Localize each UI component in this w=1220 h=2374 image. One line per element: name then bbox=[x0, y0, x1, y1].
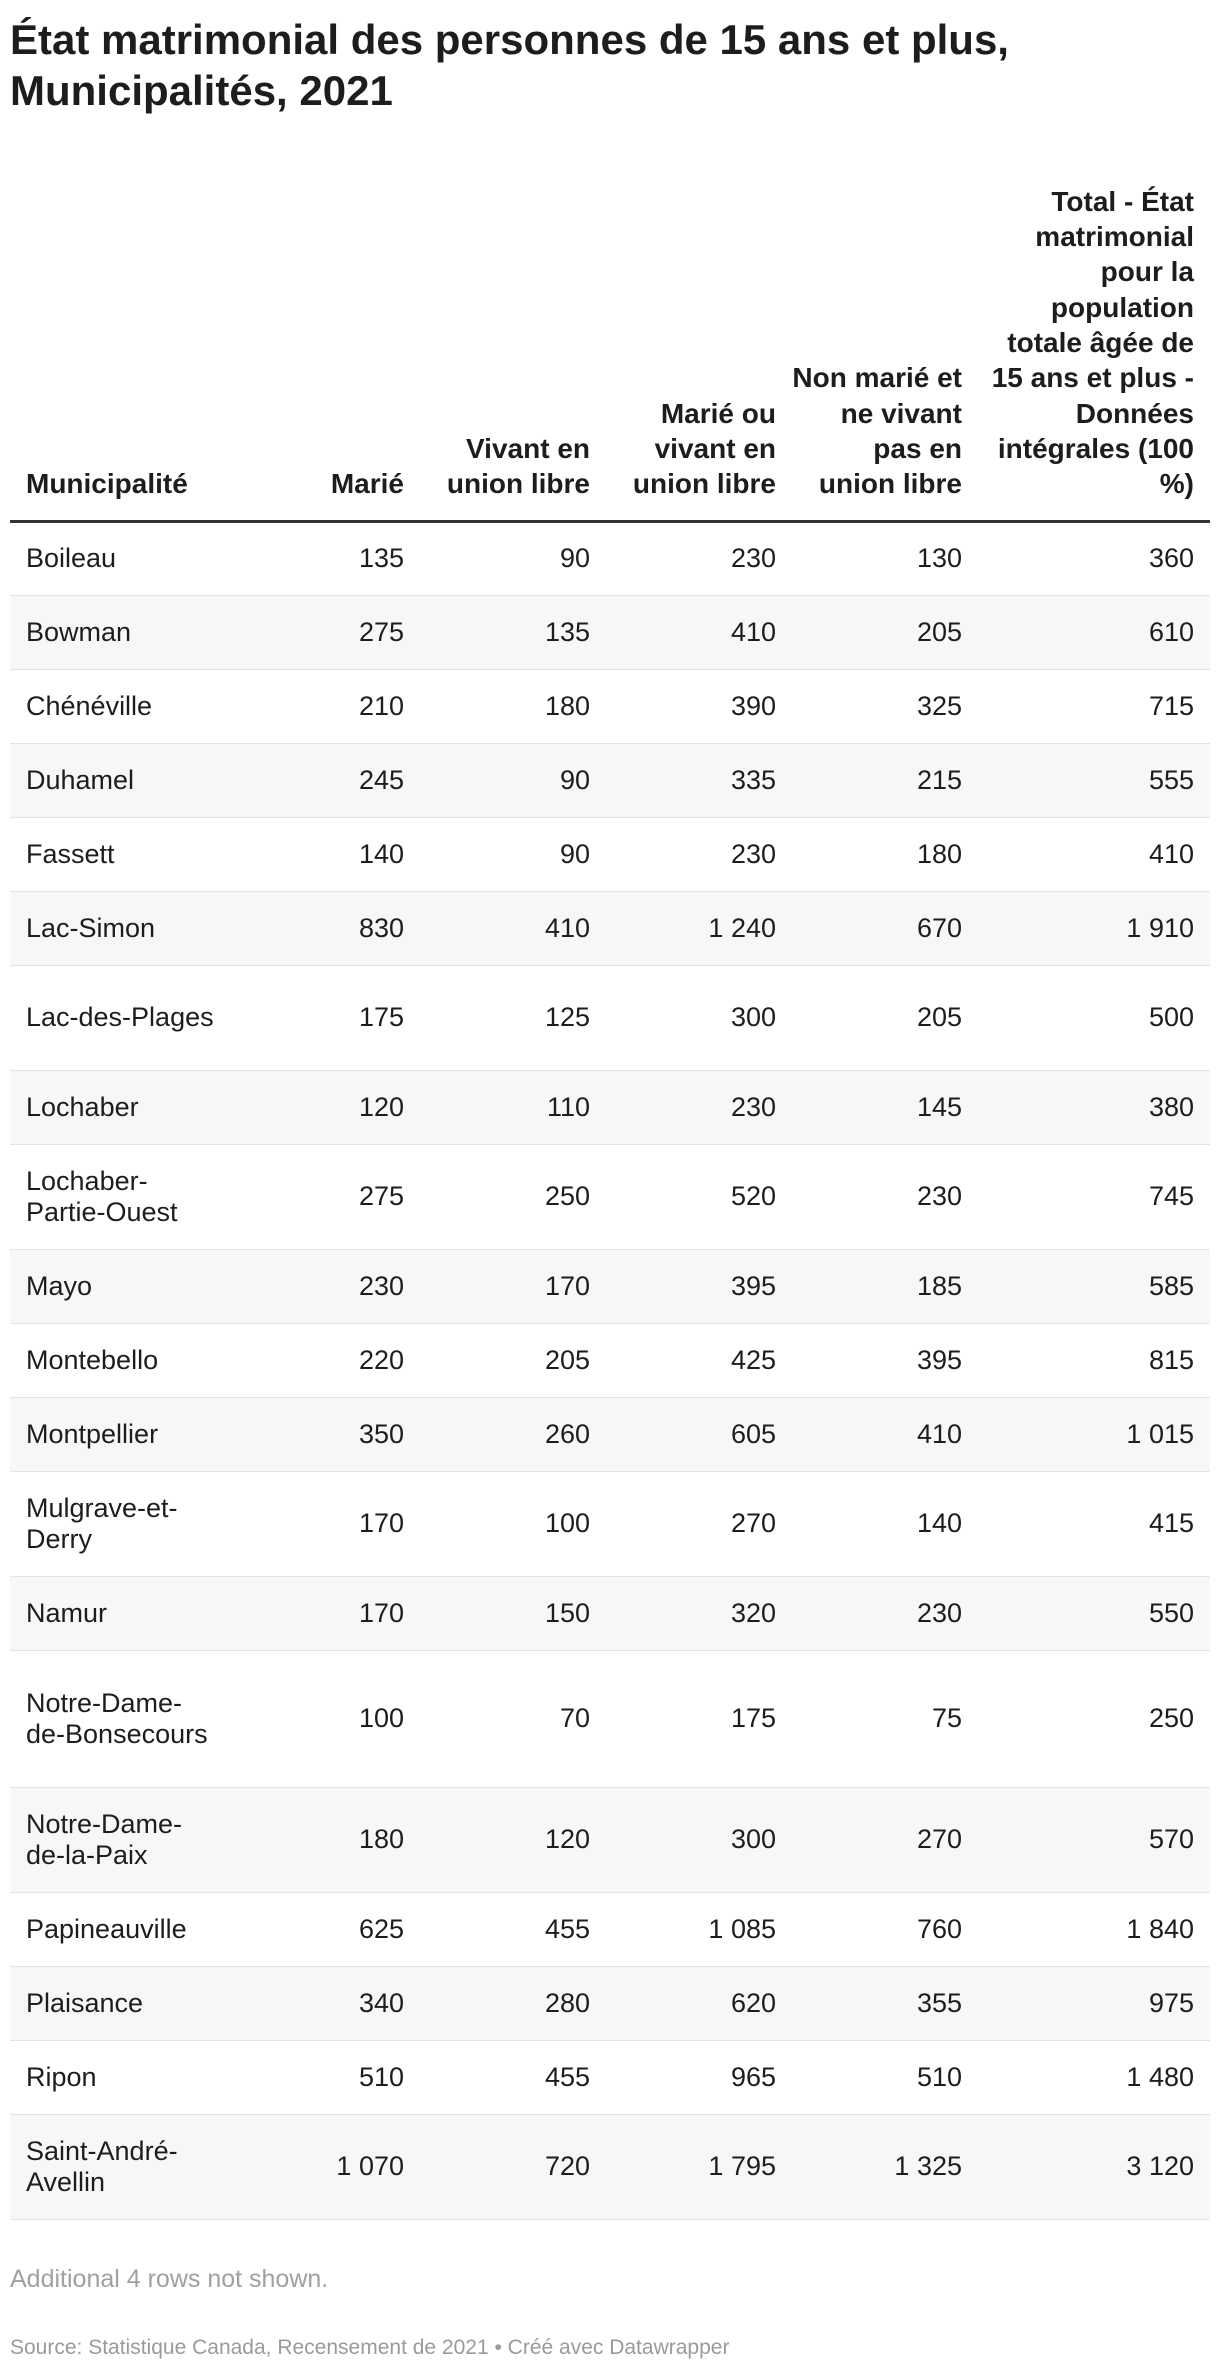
cell-municipalite: Boileau bbox=[10, 521, 235, 595]
cell-total: 550 bbox=[978, 1576, 1210, 1650]
data-table bbox=[10, 162, 1210, 2220]
cell-marie-ou-union-libre: 410 bbox=[606, 595, 792, 669]
cell-marie: 100 bbox=[235, 1650, 420, 1787]
cell-marie-ou-union-libre: 175 bbox=[606, 1650, 792, 1787]
table-row bbox=[10, 1323, 1210, 1397]
cell-non-marie: 180 bbox=[792, 817, 978, 891]
column-header-marie[interactable]: Marié bbox=[235, 162, 420, 521]
cell-municipalite: Chénéville bbox=[10, 669, 235, 743]
cell-total: 715 bbox=[978, 669, 1210, 743]
cell-marie-ou-union-libre: 230 bbox=[606, 1070, 792, 1144]
table-row bbox=[10, 2040, 1210, 2114]
cell-union-libre: 170 bbox=[420, 1249, 606, 1323]
table-row bbox=[10, 1892, 1210, 1966]
table-row bbox=[10, 965, 1210, 1070]
cell-non-marie: 185 bbox=[792, 1249, 978, 1323]
cell-marie: 175 bbox=[235, 965, 420, 1070]
cell-non-marie: 230 bbox=[792, 1576, 978, 1650]
cell-union-libre: 100 bbox=[420, 1471, 606, 1576]
cell-municipalite: Duhamel bbox=[10, 743, 235, 817]
cell-marie: 340 bbox=[235, 1966, 420, 2040]
cell-marie: 135 bbox=[235, 521, 420, 595]
cell-total: 250 bbox=[978, 1650, 1210, 1787]
table-row bbox=[10, 1576, 1210, 1650]
cell-marie-ou-union-libre: 320 bbox=[606, 1576, 792, 1650]
cell-non-marie: 760 bbox=[792, 1892, 978, 1966]
cell-marie-ou-union-libre: 395 bbox=[606, 1249, 792, 1323]
cell-marie-ou-union-libre: 390 bbox=[606, 669, 792, 743]
cell-municipalite: Lac-des-Plages bbox=[10, 965, 235, 1070]
table-row bbox=[10, 1144, 1210, 1249]
cell-union-libre: 180 bbox=[420, 669, 606, 743]
cell-municipalite: Plaisance bbox=[10, 1966, 235, 2040]
table-row bbox=[10, 817, 1210, 891]
cell-total: 360 bbox=[978, 521, 1210, 595]
table-row bbox=[10, 669, 1210, 743]
column-header-union-libre[interactable]: Vivant en union libre bbox=[420, 162, 606, 521]
cell-marie: 180 bbox=[235, 1787, 420, 1892]
cell-non-marie: 145 bbox=[792, 1070, 978, 1144]
cell-municipalite: Notre-Dame-de-la-Paix bbox=[10, 1787, 235, 1892]
table-row bbox=[10, 1966, 1210, 2040]
cell-marie: 510 bbox=[235, 2040, 420, 2114]
cell-marie: 275 bbox=[235, 595, 420, 669]
cell-total: 410 bbox=[978, 817, 1210, 891]
cell-total: 610 bbox=[978, 595, 1210, 669]
cell-marie: 170 bbox=[235, 1471, 420, 1576]
cell-marie: 350 bbox=[235, 1397, 420, 1471]
table-row bbox=[10, 595, 1210, 669]
column-header-municipalite[interactable]: Municipalité bbox=[10, 162, 235, 521]
cell-marie-ou-union-libre: 965 bbox=[606, 2040, 792, 2114]
chart-title: État matrimonial des personnes de 15 ans et plus, Municipalités, 2021 bbox=[10, 16, 1009, 114]
cell-union-libre: 90 bbox=[420, 743, 606, 817]
cell-total: 1 910 bbox=[978, 891, 1210, 965]
cell-total: 415 bbox=[978, 1471, 1210, 1576]
rows-not-shown-note: Additional 4 rows not shown. bbox=[10, 2265, 329, 2293]
table-row bbox=[10, 2114, 1210, 2219]
cell-union-libre: 150 bbox=[420, 1576, 606, 1650]
cell-union-libre: 205 bbox=[420, 1323, 606, 1397]
table-row bbox=[10, 743, 1210, 817]
cell-total: 585 bbox=[978, 1249, 1210, 1323]
cell-marie-ou-union-libre: 230 bbox=[606, 817, 792, 891]
cell-marie-ou-union-libre: 605 bbox=[606, 1397, 792, 1471]
cell-non-marie: 410 bbox=[792, 1397, 978, 1471]
cell-total: 570 bbox=[978, 1787, 1210, 1892]
table-row bbox=[10, 1650, 1210, 1787]
cell-marie: 170 bbox=[235, 1576, 420, 1650]
cell-total: 555 bbox=[978, 743, 1210, 817]
cell-municipalite: Mulgrave-et-Derry bbox=[10, 1471, 235, 1576]
cell-marie: 210 bbox=[235, 669, 420, 743]
cell-marie-ou-union-libre: 230 bbox=[606, 521, 792, 595]
cell-marie: 140 bbox=[235, 817, 420, 891]
cell-municipalite: Fassett bbox=[10, 817, 235, 891]
cell-total: 500 bbox=[978, 965, 1210, 1070]
cell-municipalite: Lochaber bbox=[10, 1070, 235, 1144]
cell-union-libre: 135 bbox=[420, 595, 606, 669]
cell-marie: 830 bbox=[235, 891, 420, 965]
cell-marie-ou-union-libre: 425 bbox=[606, 1323, 792, 1397]
cell-marie: 245 bbox=[235, 743, 420, 817]
cell-non-marie: 355 bbox=[792, 1966, 978, 2040]
cell-marie: 220 bbox=[235, 1323, 420, 1397]
cell-union-libre: 280 bbox=[420, 1966, 606, 2040]
column-header-total[interactable]: Total - État matrimonial pour la population totale âgée de 15 ans et plus - Données intégrales (100 %) bbox=[978, 162, 1210, 521]
cell-municipalite: Lochaber-Partie-Ouest bbox=[10, 1144, 235, 1249]
cell-non-marie: 325 bbox=[792, 669, 978, 743]
cell-municipalite: Saint-André-Avellin bbox=[10, 2114, 235, 2219]
table-row bbox=[10, 521, 1210, 595]
table-row bbox=[10, 1070, 1210, 1144]
cell-union-libre: 410 bbox=[420, 891, 606, 965]
header-row bbox=[10, 162, 1210, 521]
cell-non-marie: 230 bbox=[792, 1144, 978, 1249]
cell-non-marie: 215 bbox=[792, 743, 978, 817]
cell-municipalite: Papineauville bbox=[10, 1892, 235, 1966]
cell-total: 745 bbox=[978, 1144, 1210, 1249]
cell-non-marie: 270 bbox=[792, 1787, 978, 1892]
cell-marie: 120 bbox=[235, 1070, 420, 1144]
cell-marie: 625 bbox=[235, 1892, 420, 1966]
cell-union-libre: 455 bbox=[420, 2040, 606, 2114]
cell-marie-ou-union-libre: 1 795 bbox=[606, 2114, 792, 2219]
cell-union-libre: 455 bbox=[420, 1892, 606, 1966]
cell-marie-ou-union-libre: 520 bbox=[606, 1144, 792, 1249]
cell-marie-ou-union-libre: 300 bbox=[606, 1787, 792, 1892]
cell-non-marie: 1 325 bbox=[792, 2114, 978, 2219]
source-credit: Source: Statistique Canada, Recensement de 2021 • Créé avec Datawrapper bbox=[10, 2336, 730, 2359]
cell-non-marie: 75 bbox=[792, 1650, 978, 1787]
cell-union-libre: 120 bbox=[420, 1787, 606, 1892]
cell-marie-ou-union-libre: 335 bbox=[606, 743, 792, 817]
cell-total: 1 480 bbox=[978, 2040, 1210, 2114]
cell-union-libre: 90 bbox=[420, 817, 606, 891]
cell-total: 3 120 bbox=[978, 2114, 1210, 2219]
cell-total: 380 bbox=[978, 1070, 1210, 1144]
cell-union-libre: 720 bbox=[420, 2114, 606, 2219]
cell-total: 1 840 bbox=[978, 1892, 1210, 1966]
cell-total: 1 015 bbox=[978, 1397, 1210, 1471]
cell-non-marie: 140 bbox=[792, 1471, 978, 1576]
table-row bbox=[10, 1249, 1210, 1323]
cell-municipalite: Bowman bbox=[10, 595, 235, 669]
table-row bbox=[10, 1471, 1210, 1576]
column-header-marie-ou-union-libre[interactable]: Marié ou vivant en union libre bbox=[606, 162, 792, 521]
cell-union-libre: 90 bbox=[420, 521, 606, 595]
cell-marie-ou-union-libre: 1 240 bbox=[606, 891, 792, 965]
cell-municipalite: Lac-Simon bbox=[10, 891, 235, 965]
cell-non-marie: 205 bbox=[792, 595, 978, 669]
cell-marie: 1 070 bbox=[235, 2114, 420, 2219]
table-row bbox=[10, 1787, 1210, 1892]
cell-non-marie: 510 bbox=[792, 2040, 978, 2114]
cell-marie-ou-union-libre: 300 bbox=[606, 965, 792, 1070]
cell-municipalite: Mayo bbox=[10, 1249, 235, 1323]
cell-marie-ou-union-libre: 620 bbox=[606, 1966, 792, 2040]
cell-union-libre: 260 bbox=[420, 1397, 606, 1471]
cell-non-marie: 205 bbox=[792, 965, 978, 1070]
cell-non-marie: 670 bbox=[792, 891, 978, 965]
table-body bbox=[10, 521, 1210, 2219]
cell-union-libre: 250 bbox=[420, 1144, 606, 1249]
cell-total: 815 bbox=[978, 1323, 1210, 1397]
cell-municipalite: Montpellier bbox=[10, 1397, 235, 1471]
cell-marie-ou-union-libre: 270 bbox=[606, 1471, 792, 1576]
cell-marie: 230 bbox=[235, 1249, 420, 1323]
cell-marie-ou-union-libre: 1 085 bbox=[606, 1892, 792, 1966]
column-header-non-marie[interactable]: Non marié et ne vivant pas en union libre bbox=[792, 162, 978, 521]
cell-municipalite: Notre-Dame-de-Bonsecours bbox=[10, 1650, 235, 1787]
table-row bbox=[10, 1397, 1210, 1471]
cell-union-libre: 110 bbox=[420, 1070, 606, 1144]
cell-municipalite: Montebello bbox=[10, 1323, 235, 1397]
cell-total: 975 bbox=[978, 1966, 1210, 2040]
cell-non-marie: 130 bbox=[792, 521, 978, 595]
cell-marie: 275 bbox=[235, 1144, 420, 1249]
table-row bbox=[10, 891, 1210, 965]
cell-municipalite: Namur bbox=[10, 1576, 235, 1650]
cell-union-libre: 70 bbox=[420, 1650, 606, 1787]
cell-municipalite: Ripon bbox=[10, 2040, 235, 2114]
cell-union-libre: 125 bbox=[420, 965, 606, 1070]
cell-non-marie: 395 bbox=[792, 1323, 978, 1397]
